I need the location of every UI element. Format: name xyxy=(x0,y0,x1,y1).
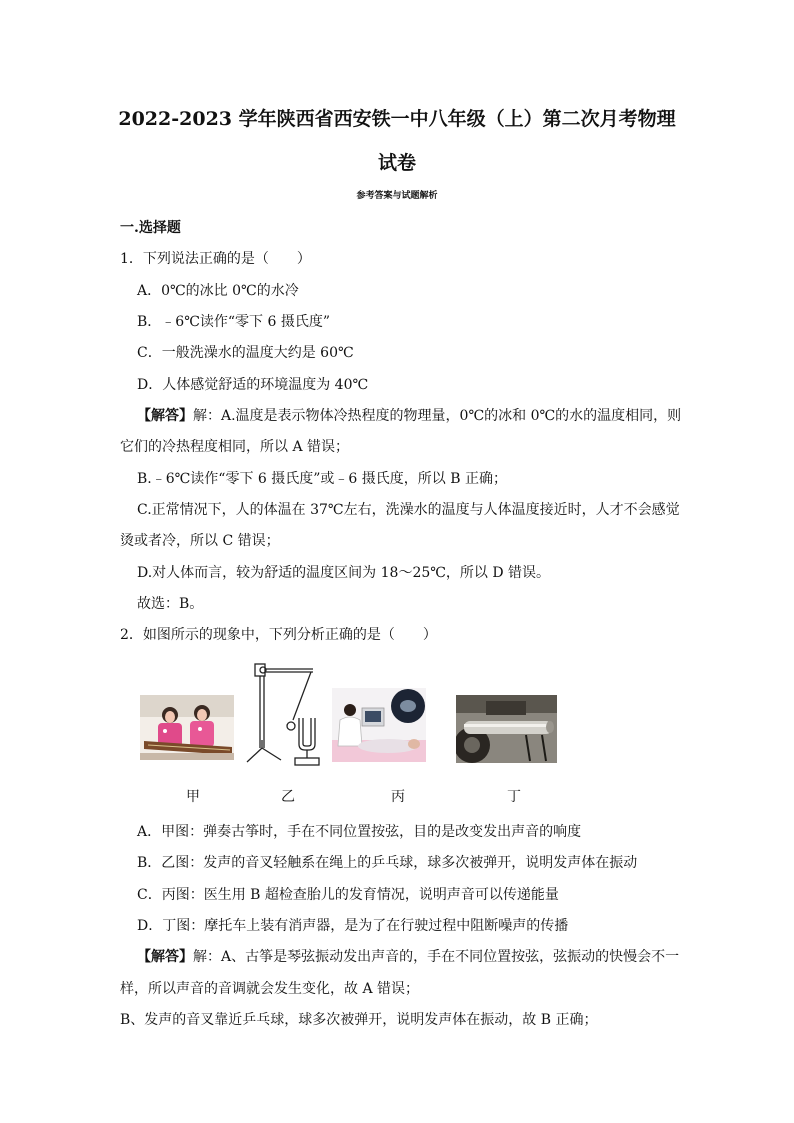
q2-option-a: A．甲图：弹奏古筝时，手在不同位置按弦，目的是改变发出声音的响度 xyxy=(137,824,582,840)
q1-answer-line3: B.﹣6℃读作“零下 6 摄氏度”或﹣6 摄氏度，所以 B 正确； xyxy=(137,471,507,487)
q2-stem: 2．如图所示的现象中，下列分析正确的是（ ） xyxy=(120,627,437,643)
q1-answer-line1 xyxy=(137,405,681,425)
q1-answer-line6: D.对人体而言，较为舒适的温度区间为 18～25℃，所以 D 错误。 xyxy=(137,565,551,581)
q1-option-b: B．﹣6℃读作“零下 6 摄氏度” xyxy=(137,314,330,330)
figure-jia-guzheng-image xyxy=(140,695,234,760)
figure-caption-ding: 丁 xyxy=(507,789,521,805)
doc-subtitle: 参考答案与试题解析 xyxy=(356,191,438,201)
q2-option-c: C．丙图：医生用 B 超检查胎儿的发育情况，说明声音可以传递能量 xyxy=(137,887,559,903)
q2-answer-tag: 【解答】 xyxy=(137,949,193,965)
figure-yi-tuning-fork-diagram xyxy=(243,660,339,768)
q1-answer-line4: C.正常情况下，人的体温在 37℃左右，洗澡水的温度与人体温度接近时，人才不会感觉 xyxy=(137,502,680,518)
q1-stem: 1．下列说法正确的是（ ） xyxy=(120,251,311,267)
q1-answer-line5: 烫或者冷，所以 C 错误； xyxy=(120,533,280,549)
q1-answer-text1: 解：A.温度是表示物体冷热程度的物理量，0℃的冰和 0℃的水的温度相同，则 xyxy=(193,408,682,424)
q1-option-c: C．一般洗澡水的温度大约是 60℃ xyxy=(137,345,354,361)
figure-caption-jia: 甲 xyxy=(186,789,200,805)
q2-option-d: D．丁图：摩托车上装有消声器，是为了在行驶过程中阻断噪声的传播 xyxy=(137,918,569,934)
q2-answer-line1 xyxy=(137,946,679,966)
figure-caption-bing: 丙 xyxy=(391,789,405,805)
doc-title-line2: 试卷 xyxy=(377,152,416,174)
q1-option-a: A．0℃的冰比 0℃的水冷 xyxy=(137,283,299,299)
section-heading: 一.选择题 xyxy=(120,220,181,236)
q1-answer-line2: 它们的冷热程度相同，所以 A 错误； xyxy=(120,439,350,455)
doc-title-line1: 2022-2023 学年陕西省西安铁一中八年级（上）第二次月考物理 xyxy=(118,108,676,130)
q2-answer-text1: 解：A、古筝是琴弦振动发出声音的，手在不同位置按弦，弦振动的快慢会不一 xyxy=(193,949,680,965)
q1-answer-line7: 故选：B。 xyxy=(137,596,204,612)
q2-answer-line3: B、发声的音叉靠近乒乓球，球多次被弹开，说明发声体在振动，故 B 正确； xyxy=(120,1012,598,1028)
q2-answer-line2: 样，所以声音的音调就会发生变化，故 A 错误； xyxy=(120,981,420,997)
figure-ding-muffler-image xyxy=(456,695,557,763)
figure-bing-ultrasound-image xyxy=(332,688,426,762)
q1-answer-tag: 【解答】 xyxy=(137,408,193,424)
q2-option-b: B．乙图：发声的音叉轻触系在绳上的乒乓球，球多次被弹开，说明发声体在振动 xyxy=(137,855,638,871)
figure-caption-yi: 乙 xyxy=(281,789,295,805)
q1-option-d: D．人体感觉舒适的环境温度为 40℃ xyxy=(137,377,369,393)
